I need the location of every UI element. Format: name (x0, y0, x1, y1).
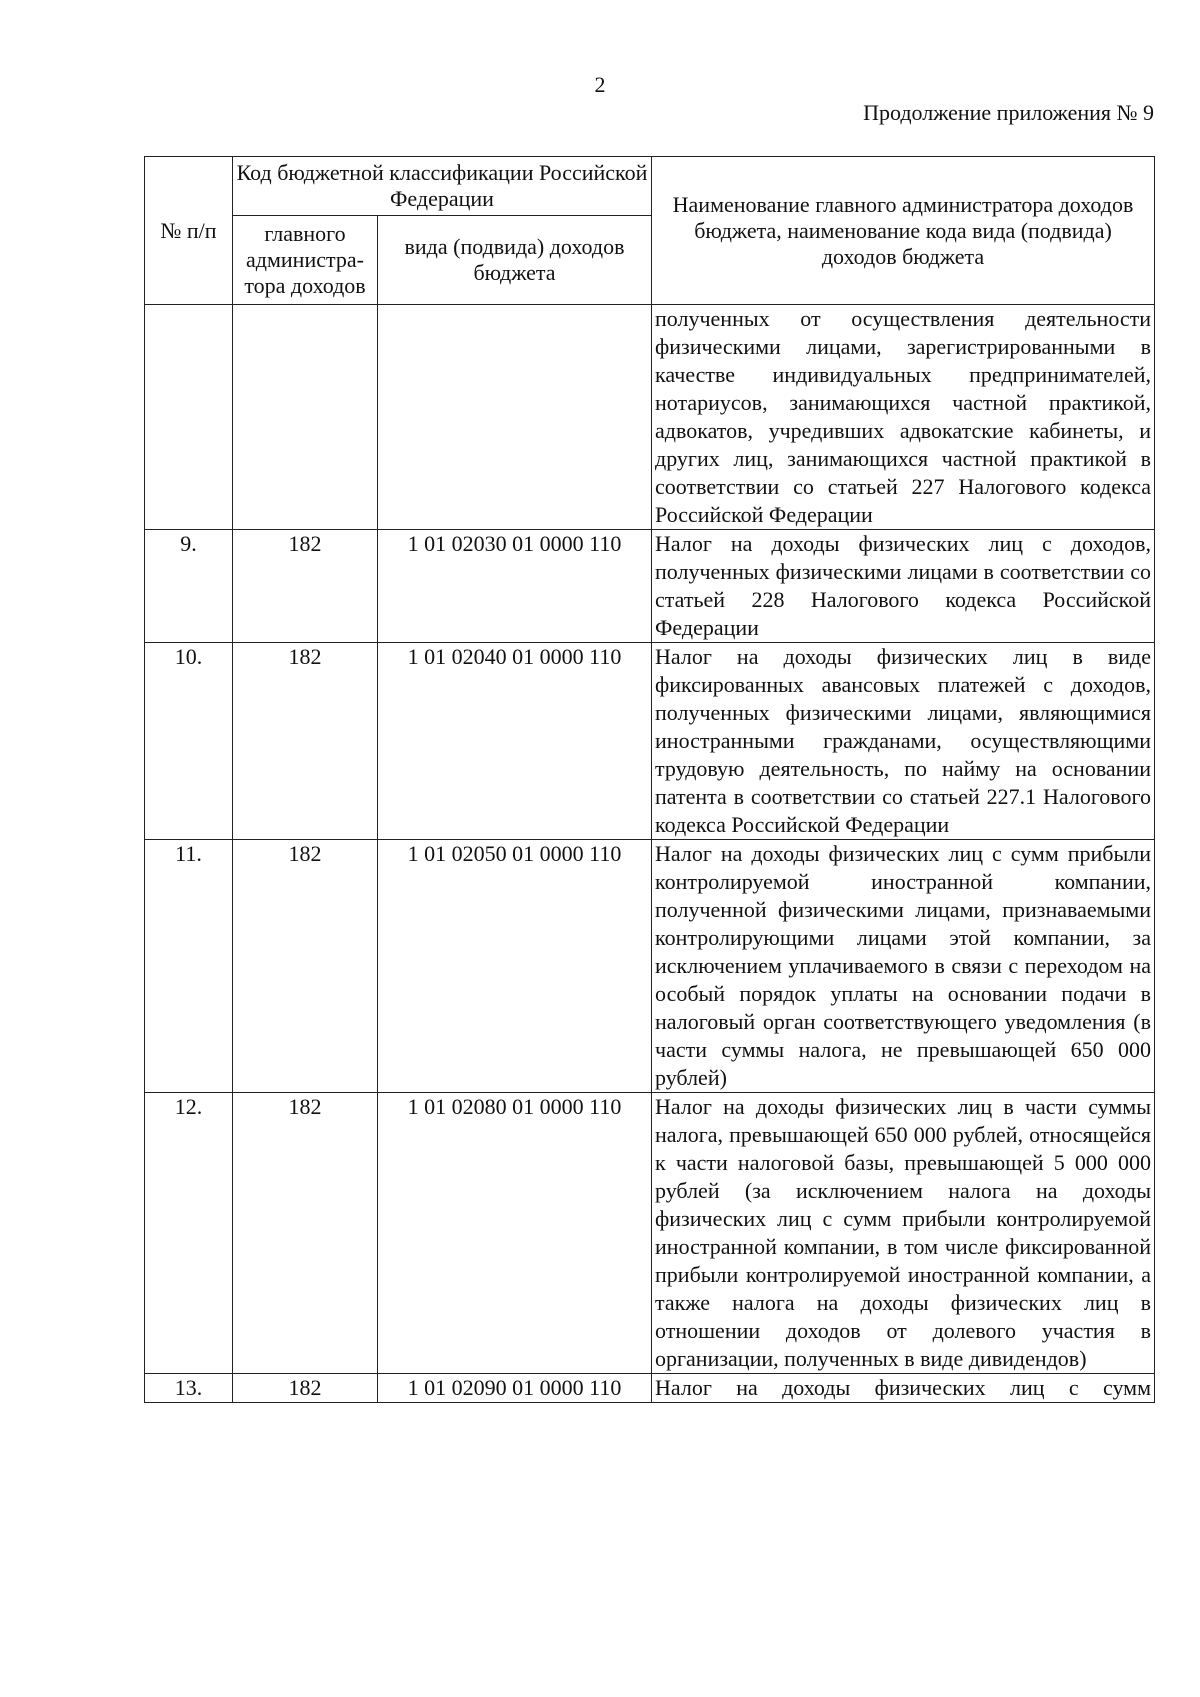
row-number: 11. (145, 840, 233, 1093)
row-number: 9. (145, 530, 233, 643)
revenue-kind-code (378, 305, 652, 530)
revenue-description: Налог на доходы физических лиц в виде фиксированных авансовых платежей с доходов, полученных физическими лицами, являющимися иностранными гражданами, осуществляющими трудовую деятельность, по найму на основании патента в соответствии со статьей 227.1 Налогового кодекса Российской Федерации (652, 643, 1155, 840)
revenue-description: Налог на доходы физических лиц с доходов, полученных физическими лицами в соответствии со статьей 228 Налогового кодекса Российской Федерации (652, 530, 1155, 643)
header-chief-administrator: главного администра-тора доходов (233, 216, 378, 305)
row-number: 12. (145, 1093, 233, 1374)
revenue-description: Налог на доходы физических лиц с сумм (652, 1374, 1155, 1403)
administrator-code: 182 (233, 1374, 378, 1403)
administrator-code: 182 (233, 530, 378, 643)
table-row (145, 530, 1155, 643)
revenue-description: Налог на доходы физических лиц в части суммы налога, превышающей 650 000 рублей, относящейся к части налоговой базы, превышающей 5 000 000 рублей (за исключением налога на доходы физических лиц с сумм прибыли контролируемой иностранной компании, в том числе фиксированной прибыли контролируемой иностранной компании, а также налога на доходы физических лиц в отношении доходов от долевого участия в организации, полученных в виде дивидендов) (652, 1093, 1155, 1374)
table-row (145, 840, 1155, 1093)
table-row (145, 305, 1155, 530)
revenue-kind-code: 1 01 02030 01 0000 110 (378, 530, 652, 643)
budget-classification-table (144, 156, 1155, 1403)
revenue-kind-code: 1 01 02050 01 0000 110 (378, 840, 652, 1093)
header-row-number: № п/п (145, 157, 233, 305)
revenue-description: Налог на доходы физических лиц с сумм прибыли контролируемой иностранной компании, полученной физическими лицами, признаваемыми контролирующими лицами этой компании, за исключением уплачиваемого в связи с переходом на особый порядок уплаты на основании подачи в налоговый орган соответствующего уведомления (в части суммы налога, не превышающей 650 000 рублей) (652, 840, 1155, 1093)
table-row (145, 1093, 1155, 1374)
revenue-kind-code: 1 01 02080 01 0000 110 (378, 1093, 652, 1374)
row-number: 10. (145, 643, 233, 840)
revenue-kind-code: 1 01 02090 01 0000 110 (378, 1374, 652, 1403)
table-row (145, 643, 1155, 840)
header-administrator-name: Наименование главного администратора доходов бюджета, наименование кода вида (подвида) доходов бюджета (652, 157, 1155, 305)
administrator-code: 182 (233, 840, 378, 1093)
header-budget-classification-code: Код бюджетной классификации Российской Федерации (233, 157, 652, 216)
row-number (145, 305, 233, 530)
revenue-kind-code: 1 01 02040 01 0000 110 (378, 643, 652, 840)
header-revenue-kind: вида (подвида) доходов бюджета (378, 216, 652, 305)
page-number: 2 (594, 72, 606, 97)
revenue-description: полученных от осуществления деятельности физическими лицами, зарегистрированными в качестве индивидуальных предпринимателей, нотариусов, занимающихся частной практикой, адвокатов, учредивших адвокатские кабинеты, и других лиц, занимающихся частной практикой в соответствии со статьей 227 Налогового кодекса Российской Федерации (652, 305, 1155, 530)
table-row (145, 1374, 1155, 1403)
row-number: 13. (145, 1374, 233, 1403)
appendix-continuation-note: Продолжение приложения № 9 (863, 100, 1154, 125)
administrator-code: 182 (233, 1093, 378, 1374)
administrator-code: 182 (233, 643, 378, 840)
administrator-code (233, 305, 378, 530)
